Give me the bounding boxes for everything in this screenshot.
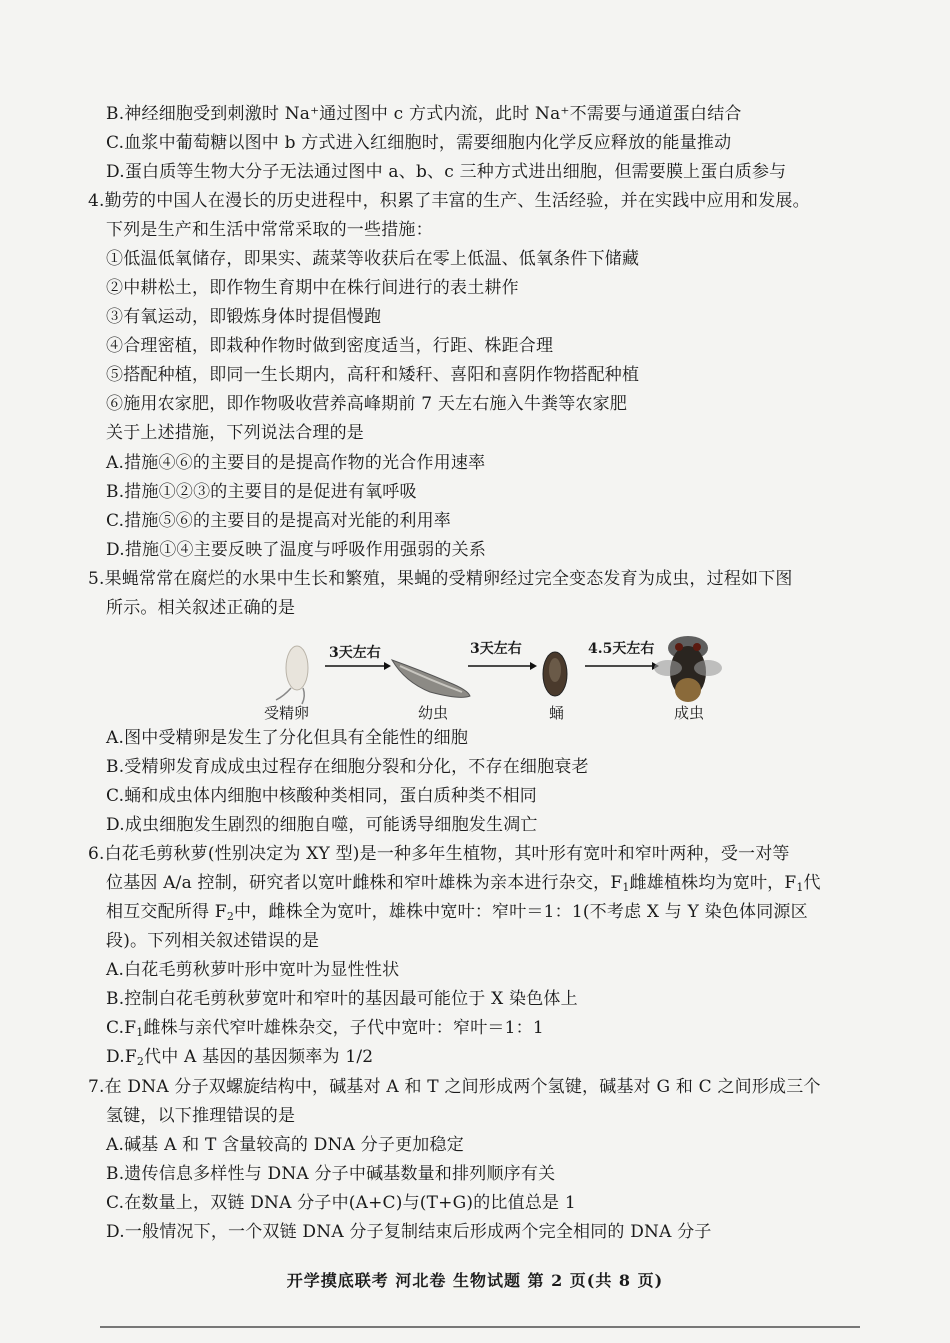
duration-label-3: 4.5天左右: [588, 641, 655, 657]
q6-option-c: $C.F_1$雌株与亲代窄叶雄株杂交，子代中宽叶：窄叶＝1：1: [106, 1018, 544, 1039]
q6-option-a: A.白花毛剪秋萝叶形中宽叶为显性性状: [106, 960, 400, 980]
q4-measure-1: ①低温低氧储存，即果实、蔬菜等收获后在零上低温、低氧条件下储藏: [106, 249, 640, 269]
q4-measure-5: ⑤搭配种植，即同一生长期内，高秆和矮秆、喜阳和喜阴作物搭配种植: [106, 365, 640, 385]
q6-stem-line2: 位基因 A/a 控制，研究者以宽叶雌株和窄叶雄株为亲本进行杂交，$F_1$雌雄植株均为宽叶，$F_1$代: [106, 873, 821, 894]
q5-stem-line2: 所示。相关叙述正确的是: [106, 598, 296, 618]
duration-label-1: 3天左右: [329, 645, 381, 661]
q5-option-a: A.图中受精卵是发生了分化但具有全能性的细胞: [106, 728, 469, 748]
page-footer: 开学摸底联考 河北卷 生物试题 第 2 页(共 8 页): [286, 1271, 664, 1290]
q4-measure-4: ④合理密植，即栽种作物时做到密度适当，行距、株距合理: [106, 336, 554, 356]
q4-stem-line2: 下列是生产和生活中常常采取的一些措施：: [106, 220, 433, 240]
q6-stem-line1: 6.白花毛剪秋萝(性别决定为 XY 型)是一种多年生植物，其叶形有宽叶和窄叶两种，受一对等: [88, 844, 790, 864]
q6-option-d: $D.F_2$代中 A 基因的基因频率为 1/2: [106, 1047, 374, 1068]
q4-measure-2: ②中耕松土，即作物生育期中在株行间进行的表土耕作: [106, 278, 519, 298]
q4-question: 关于上述措施，下列说法合理的是: [106, 423, 364, 443]
q3-option-b: B.神经细胞受到刺激时 Na⁺通过图中 c 方式内流，此时 Na⁺不需要与通道蛋白结合: [106, 104, 742, 124]
q7-option-d: D.一般情况下，一个双链 DNA 分子复制结束后形成两个完全相同的 DNA 分子: [106, 1222, 712, 1242]
q4-option-c: C.措施⑤⑥的主要目的是提高对光能的利用率: [106, 511, 452, 531]
q4-measure-3: ③有氧运动，即锻炼身体时提倡慢跑: [106, 307, 382, 327]
q4-stem-line1: 4.勤劳的中国人在漫长的历史进程中，积累了丰富的生产、生活经验，并在实践中应用和发展。: [88, 191, 810, 211]
q5-option-d: D.成虫细胞发生剧烈的细胞自噬，可能诱导细胞发生凋亡: [106, 815, 538, 835]
fruit-fly-lifecycle-figure: [0, 630, 950, 725]
pupa-illustration: [543, 652, 567, 696]
q6-stem-line3: 相互交配所得 $F_2$中，雌株全为宽叶，雄株中宽叶：窄叶＝1：1(不考虑 X 与 Y 染色体同源区: [106, 902, 808, 923]
q4-option-d: D.措施①④主要反映了温度与呼吸作用强弱的关系: [106, 540, 487, 560]
q4-option-b: B.措施①②③的主要目的是促进有氧呼吸: [106, 482, 417, 502]
stage-label-pupa: 蛹: [549, 704, 565, 722]
q7-stem-line1: 7.在 DNA 分子双螺旋结构中，碱基对 A 和 T 之间形成两个氢键，碱基对 G 和 C 之间形成三个: [88, 1077, 821, 1097]
q4-option-a: A.措施④⑥的主要目的是提高作物的光合作用速率: [106, 453, 486, 473]
q6-option-b: B.控制白花毛剪秋萝宽叶和窄叶的基因最可能位于 X 染色体上: [106, 989, 578, 1009]
q6-stem-line4: 段)。下列相关叙述错误的是: [106, 931, 320, 951]
q7-option-a: A.碱基 A 和 T 含量较高的 DNA 分子更加稳定: [106, 1135, 464, 1155]
q7-option-b: B.遗传信息多样性与 DNA 分子中碱基数量和排列顺序有关: [106, 1164, 556, 1184]
bottom-divider: [100, 1326, 860, 1328]
egg-illustration: [276, 646, 308, 704]
q7-stem-line2: 氢键，以下推理错误的是: [106, 1106, 296, 1126]
stage-label-egg: 受精卵: [264, 704, 310, 722]
q5-stem-line1: 5.果蝇常常在腐烂的水果中生长和繁殖，果蝇的受精卵经过完全变态发育为成虫，过程如下图: [88, 569, 793, 589]
duration-label-2: 3天左右: [470, 641, 522, 657]
larva-illustration: [392, 660, 470, 697]
adult-fly-illustration: [654, 636, 722, 702]
stage-label-adult: 成虫: [674, 704, 705, 722]
stage-label-larva: 幼虫: [418, 704, 449, 722]
q5-option-c: C.蛹和成虫体内细胞中核酸种类相同，蛋白质种类不相同: [106, 786, 538, 806]
q7-option-c: C.在数量上，双链 DNA 分子中(A+C)与(T+G)的比值总是 1: [106, 1193, 576, 1213]
q4-measure-6: ⑥施用农家肥，即作物吸收营养高峰期前 7 天左右施入牛粪等农家肥: [106, 394, 628, 414]
q3-option-c: C.血浆中葡萄糖以图中 b 方式进入红细胞时，需要细胞内化学反应释放的能量推动: [106, 133, 732, 153]
q5-option-b: B.受精卵发育成成虫过程存在细胞分裂和分化，不存在细胞衰老: [106, 757, 589, 777]
q3-option-d: D.蛋白质等生物大分子无法通过图中 a、b、c 三种方式进出细胞，但需要膜上蛋白质参与: [106, 162, 787, 182]
